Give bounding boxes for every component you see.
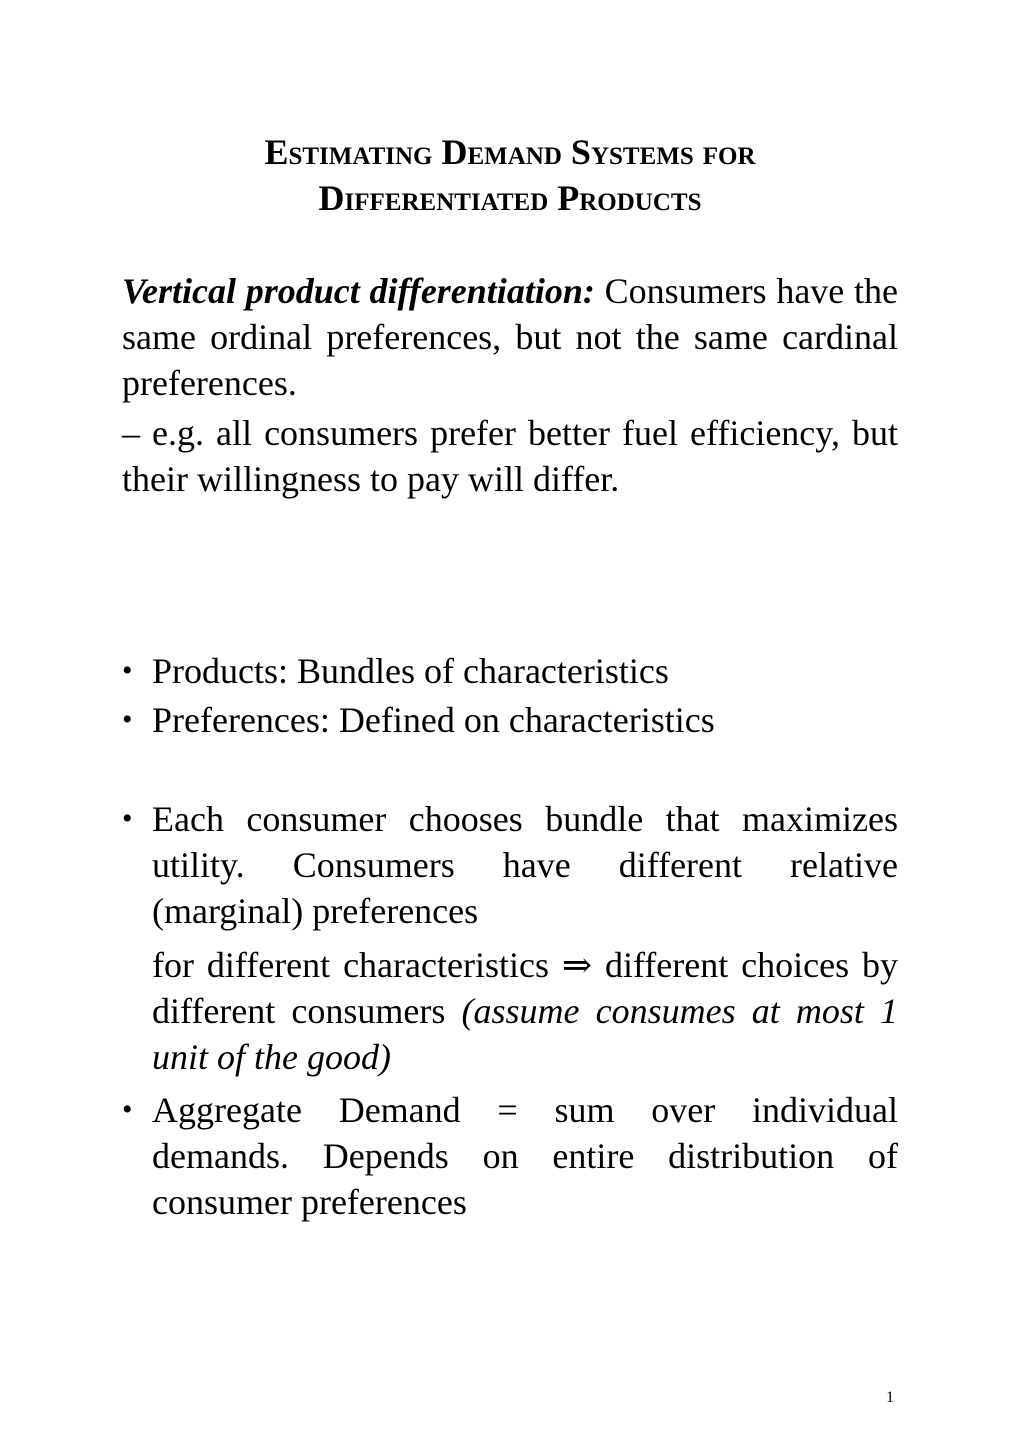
bullet-icon: • <box>122 802 133 835</box>
assume-note: (assume consumes at most 1 unit of the good) <box>152 991 898 1077</box>
bullet-icon: • <box>122 654 133 687</box>
bullet-continuation-different-choices <box>152 942 898 1080</box>
page-number: 1 <box>886 1389 894 1406</box>
fuel-efficiency-example: – e.g. all consumers prefer better fuel efficiency, but their willingness to pay will differ. <box>122 413 898 499</box>
bullet-icon: • <box>122 703 133 736</box>
bullet-list-item-aggregate-demand <box>122 1087 898 1225</box>
different-choices-text: for different characteristics ⇒ different choices by different consumers <box>152 945 898 1031</box>
page-title-line-2: Differentiated Products <box>318 178 702 218</box>
bullet-icon: • <box>122 1093 133 1126</box>
bullet-list-item-products <box>122 648 898 694</box>
bullet-text-each-consumer: Each consumer chooses bundle that maximizes utility. Consumers have different relative (marginal) preferences <box>152 799 898 931</box>
vertical-differentiation-definition <box>122 268 898 406</box>
bullet-text-aggregate-demand: Aggregate Demand = sum over individual demands. Depends on entire distribution of consumer preferences <box>152 1090 898 1222</box>
vertical-differentiation-text: Consumers have the same ordinal preferences, but not the same cardinal preferences. <box>122 271 898 403</box>
vertical-differentiation-term: Vertical product differentiation: <box>122 271 595 311</box>
bullet-list-item-each-consumer <box>122 796 898 934</box>
bullet-text-products: Products: Bundles of characteristics <box>152 651 669 691</box>
page-title-line-1: Estimating Demand Systems for <box>264 132 756 172</box>
bullet-text-preferences: Preferences: Defined on characteristics <box>152 700 715 740</box>
bullet-list-item-preferences <box>122 697 898 743</box>
